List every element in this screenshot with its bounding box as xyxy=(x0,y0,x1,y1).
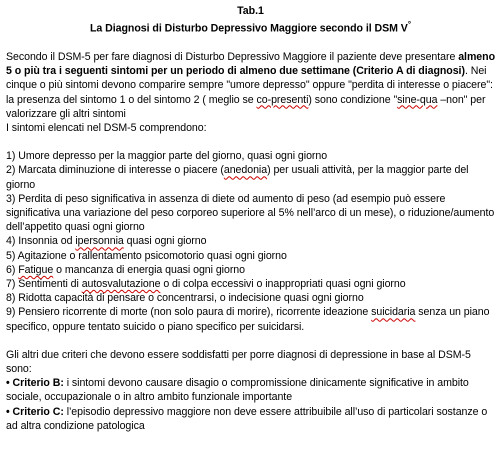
symptom-text: quasi ogni giorno xyxy=(123,235,207,248)
intro-list-lead: I sintomi elencati nel DSM-5 comprendono: xyxy=(6,121,207,134)
symptom-item xyxy=(6,149,495,163)
symptom-text: 3) Perdita di peso significativa in assenza di diete od aumento di peso (ad esempio può essere significativa una variazione del peso corporeo superiore al 5% nell’arco di un mese), o riduzione/aumento dell’appetito quasi ogni giorno xyxy=(6,192,495,234)
spacer xyxy=(6,334,495,348)
symptom-item xyxy=(6,163,495,191)
symptom-item xyxy=(6,249,495,263)
criterion-c-text: l’episodio depressivo maggiore non deve essere attribuibile all’uso di particolari sostanze o ad altra condizione patologica xyxy=(6,405,488,432)
symptom-text: 5) Agitazione o rallentamento psicomotorio quasi ogni giorno xyxy=(6,249,287,262)
symptom-item xyxy=(6,192,495,235)
symptom-text: o di colpa eccessivi o inappropriati quasi ogni giorno xyxy=(160,277,406,290)
symptom-text: 8) Ridotta capacità di pensare o concentrarsi, o indecisione quasi ogni giorno xyxy=(6,292,364,305)
symptom-text: 7) Sentimenti di xyxy=(6,277,82,290)
intro-text-3: ) sono condizione " xyxy=(308,93,398,106)
intro-text-4: –non" per valorizzare gli altri sintomi xyxy=(6,93,486,120)
symptom-item xyxy=(6,234,495,248)
symptom-spellcheck-word: suicidaria xyxy=(371,306,416,319)
symptom-text: 9) Pensiero ricorrente di morte (non solo paura di morire), ricorrente ideazione xyxy=(6,306,372,319)
symptom-spellcheck-word: autosvalutazione xyxy=(81,277,161,290)
symptom-text: senza un piano specifico, oppure tentato suicido o piano specifico per suicidarsi. xyxy=(6,306,490,333)
criterion-b-label: • Criterio B: xyxy=(6,377,64,390)
intro-paragraph xyxy=(6,50,495,121)
symptom-spellcheck-word: Fatigue xyxy=(18,263,54,276)
symptom-text: ) per usuali attività, per la maggior parte del giorno xyxy=(6,164,469,191)
symptom-list xyxy=(6,149,495,334)
spacer xyxy=(6,135,495,149)
title-degree-sign: ° xyxy=(407,20,411,30)
symptom-text: 4) Insonnia od xyxy=(6,235,76,248)
intro-spellcheck-word-1: co-presenti xyxy=(256,93,309,106)
symptom-text: o mancanza di energia quasi ogni giorno xyxy=(53,263,245,276)
symptom-spellcheck-word: anedonia xyxy=(223,164,268,177)
criterion-c-label: • Criterio C: xyxy=(6,405,64,418)
page-title-text: La Diagnosi di Disturbo Depressivo Maggiore secondo il DSM V xyxy=(90,22,408,35)
criterion-b xyxy=(6,376,495,404)
criterion-b-text: i sintomi devono causare disagio o compromissione dinicamente significative in ambito sociale, occupazionale o in altro ambito funzionale importante xyxy=(6,377,469,404)
intro-text-2: . Nei cinque o più sintomi devono comparire sempre "umore depresso" oppure "perdita di interesse o piacere": la presenza del sintomo 1 o del sintomo 2 ( meglio se xyxy=(6,65,493,106)
intro-spellcheck-word-2: sine-qua xyxy=(397,93,438,106)
symptom-item xyxy=(6,291,495,305)
criterion-c xyxy=(6,405,495,433)
spacer xyxy=(6,36,495,50)
symptom-text: 1) Umore depresso per la maggior parte del giorno, quasi ogni giorno xyxy=(6,150,328,163)
symptom-text: 2) Marcata diminuzione di interesse o piacere ( xyxy=(6,164,224,177)
intro-bold-criterion-a: almeno 5 o più tra i seguenti sintomi per un periodo di almeno due settimane (Criterio A di diagnosi) xyxy=(6,50,495,78)
symptom-spellcheck-word: ipersonnia xyxy=(75,235,124,248)
page-title xyxy=(6,18,495,36)
table-label: Tab.1 xyxy=(237,5,264,17)
symptom-text: 6) xyxy=(6,263,19,276)
symptom-item xyxy=(6,305,495,333)
symptom-item xyxy=(6,277,495,291)
symptom-item xyxy=(6,263,495,277)
intro-text-1: Secondo il DSM-5 per fare diagnosi di Disturbo Depressivo Maggiore il paziente deve presentare xyxy=(6,50,459,63)
criteria-intro: Gli altri due criteri che devono essere soddisfatti per porre diagnosi di depressione in base al DSM-5 sono: xyxy=(6,348,471,375)
